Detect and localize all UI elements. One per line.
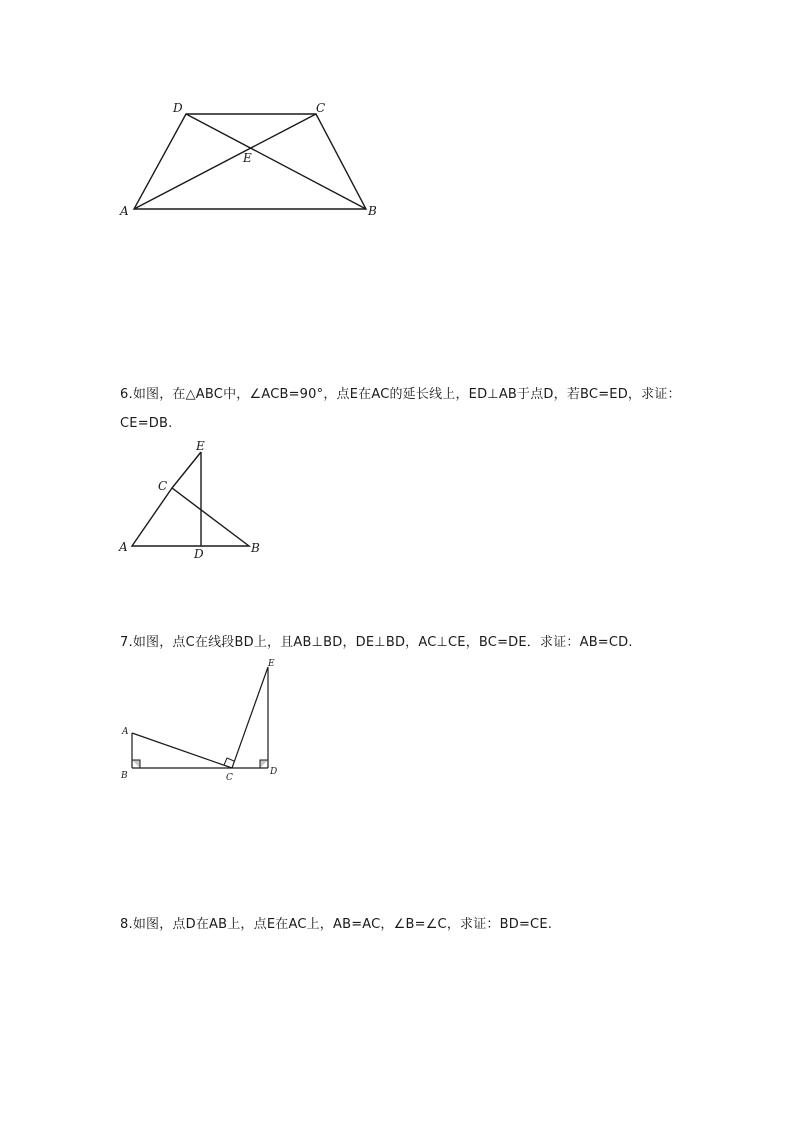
label-b: B [251, 541, 260, 555]
label-d: D [173, 101, 183, 115]
label-c: C [226, 773, 233, 783]
triangle-figure-6 [115, 438, 265, 563]
problem-6-text: 如图，在△ABC中，∠ACB=90°，点E在AC的延长线上，ED⊥AB于点D，若BC=ED，求证：CE=DB. [120, 387, 681, 431]
trapezoid-figure [110, 95, 390, 225]
diagonal-ac [134, 114, 316, 209]
label-c: C [316, 101, 326, 115]
right-angle-mark-d [260, 760, 268, 768]
right-angle-mark-b [132, 760, 140, 768]
label-a: A [120, 204, 129, 218]
label-e: E [243, 151, 252, 165]
triangle-abc [132, 488, 249, 546]
problem-8-number: 8. [120, 917, 133, 932]
right-angle-mark-c [224, 758, 234, 765]
segment-ce [232, 667, 268, 768]
problem-7-number: 7. [120, 635, 133, 650]
right-angle-figure-7 [115, 658, 285, 783]
problem-8-text: 如图，点D在AB上，点E在AC上，AB=AC，∠B=∠C，求证：BD=CE. [132, 917, 553, 932]
problem-8 [120, 910, 690, 939]
label-e: E [196, 439, 205, 453]
label-b: B [368, 204, 377, 218]
label-a: A [122, 727, 129, 737]
label-b: B [121, 771, 128, 781]
problem-6-number: 6. [120, 387, 133, 402]
problem-6 [120, 380, 690, 438]
problem-7-text: 如图，点C在线段BD上，且AB⊥BD，DE⊥BD，AC⊥CE，BC=DE．求证：AB=CD. [132, 635, 633, 650]
label-d: D [270, 767, 278, 777]
segment-ac [132, 733, 232, 768]
segment-ce [172, 452, 201, 488]
diagonal-bd [186, 114, 366, 209]
label-e: E [268, 659, 275, 669]
problem-7 [120, 628, 690, 657]
label-a: A [119, 540, 128, 554]
label-c: C [158, 479, 168, 493]
label-d: D [194, 547, 204, 561]
